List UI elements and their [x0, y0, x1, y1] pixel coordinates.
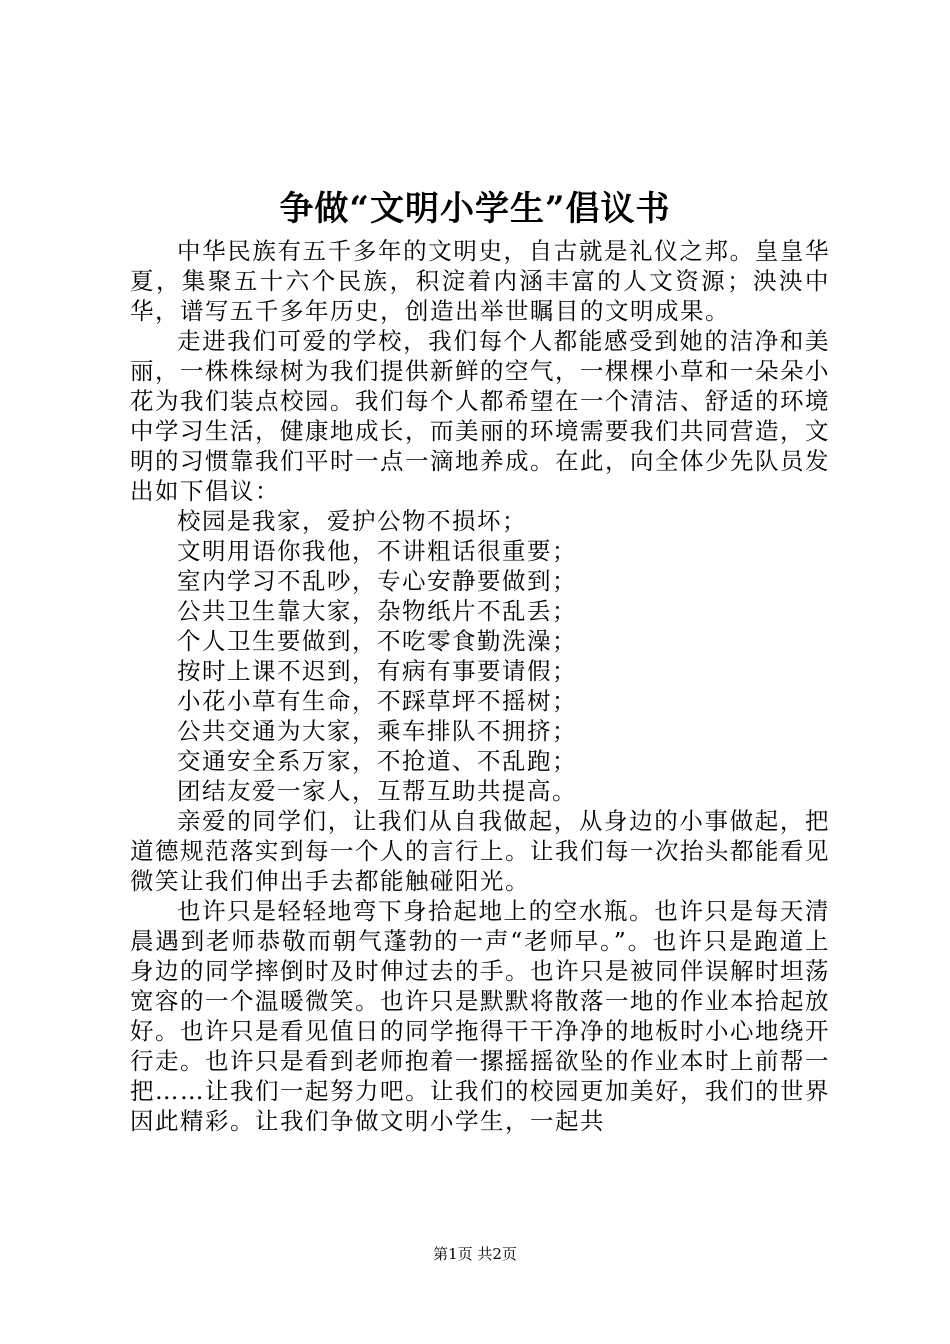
paragraph: 走进我们可爱的学校，我们每个人都能感受到她的洁净和美丽，一株株绿树为我们提供新鲜的空气，一棵棵小草和一朵朵小花为我们装点校园。我们每个人都希望在一个清洁、舒适的环境中学习生活，健康地成长，而美丽的环境需要我们共同营造，文明的习惯靠我们平时一点一滴地养成。在此，向全体少先队员发出如下倡议： [130, 327, 830, 505]
paragraph: 亲爱的同学们，让我们从自我做起，从身边的小事做起，把道德规范落实到每一个人的言行上。让我们每一次抬头都能看见微笑让我们伸出手去都能触碰阳光。 [130, 807, 830, 895]
verse-line: 校园是我家，爱护公物不损坏； [177, 507, 527, 535]
verse-line: 公共卫生靠大家，杂物纸片不乱丢； [177, 597, 577, 625]
paragraph: 中华民族有五千多年的文明史，自古就是礼仪之邦。皇皇华夏，集聚五十六个民族，积淀着内涵丰富的人文资源；泱泱中华，谱写五千多年历史，创造出举世瞩目的文明成果。 [130, 237, 830, 325]
paragraph: 也许只是轻轻地弯下身拾起地上的空水瓶。也许只是每天清晨遇到老师恭敬而朝气蓬勃的一声“老师早。”。也许只是跑道上身边的同学摔倒时及时伸过去的手。也许只是被同伴误解时坦荡宽容的一个温暖微笑。也许只是默默将散落一地的作业本拾起放好。也许只是看见值日的同学拖得干干净净的地板时小心地绕开行走。也许只是看到老师抱着一摞摇摇欲坠的作业本时上前帮一把……让我们一起努力吧。让我们的校园更加美好，我们的世界因此精彩。让我们争做文明小学生，一起共 [130, 897, 830, 1135]
verse-line: 个人卫生要做到，不吃零食勤洗澡； [177, 627, 577, 655]
document-title: 争做“文明小学生”倡议书 [279, 189, 671, 229]
verse-line: 团结友爱一家人，互帮互助共提高。 [177, 777, 577, 805]
verse-line: 室内学习不乱吵，专心安静要做到； [177, 567, 577, 595]
page-number: 第1页 共2页 [433, 1245, 517, 1263]
verse-line: 小花小草有生命，不踩草坪不摇树； [177, 687, 577, 715]
verse-line: 公共交通为大家，乘车排队不拥挤； [177, 717, 577, 745]
verse-line: 交通安全系万家，不抢道、不乱跑； [177, 747, 577, 775]
document-body [130, 236, 830, 1136]
verse-line: 文明用语你我他，不讲粗话很重要； [177, 537, 577, 565]
verse-line: 按时上课不迟到，有病有事要请假； [177, 657, 577, 685]
